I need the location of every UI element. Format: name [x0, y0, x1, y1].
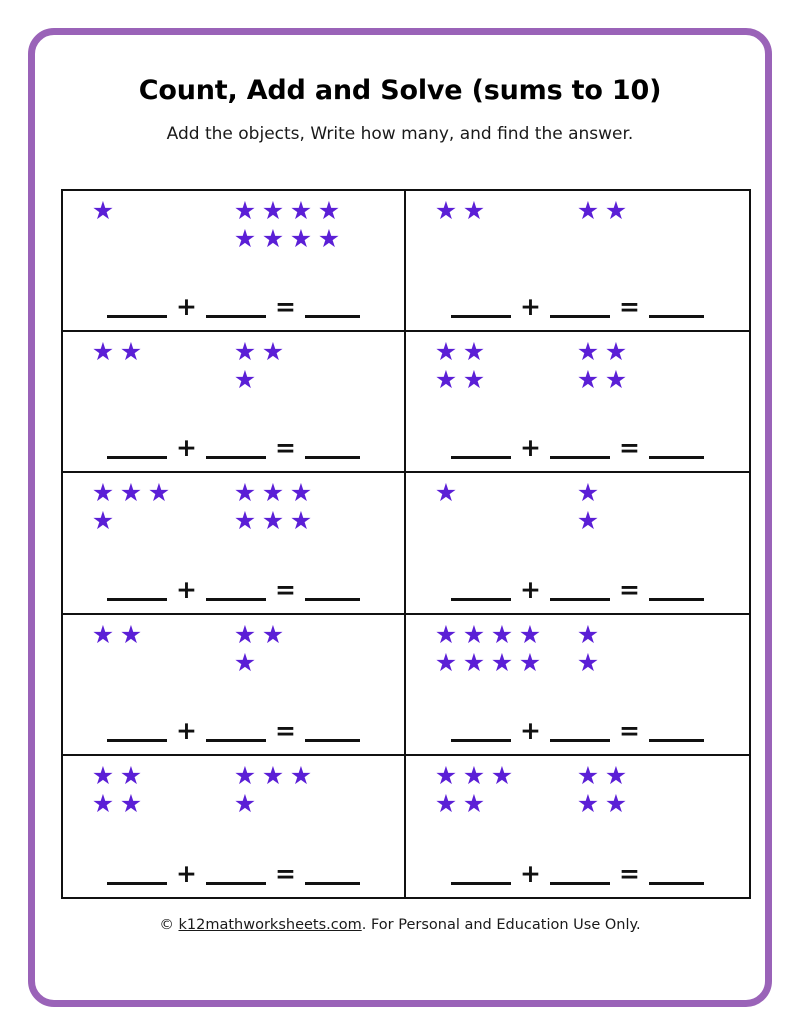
- star-icon: ★: [490, 619, 514, 649]
- star-icon: ★: [91, 506, 115, 536]
- star-group: [89, 338, 147, 366]
- star-icon: ★: [434, 337, 458, 367]
- star-group: [432, 338, 490, 394]
- star-group: [574, 621, 604, 677]
- star-icon: ★: [576, 619, 600, 649]
- star-group: [89, 197, 119, 225]
- sum-blank[interactable]: [305, 434, 360, 459]
- addend2-blank[interactable]: [206, 576, 266, 601]
- addend2-blank[interactable]: [550, 717, 610, 742]
- problem-cell: [63, 756, 406, 897]
- plus-symbol: +: [520, 715, 541, 745]
- equation-row: [406, 433, 749, 463]
- star-group: [574, 197, 632, 225]
- equation-row: [406, 574, 749, 604]
- star-group: [432, 479, 462, 507]
- plus-symbol: +: [176, 433, 197, 463]
- addend2-blank[interactable]: [550, 860, 610, 885]
- star-icon: ★: [490, 760, 514, 790]
- sum-blank[interactable]: [649, 293, 704, 318]
- problem-cell: [406, 332, 749, 473]
- problem-cell: [406, 473, 749, 614]
- star-icon: ★: [576, 196, 600, 225]
- plus-symbol: +: [176, 574, 197, 604]
- star-icon: ★: [261, 196, 285, 225]
- star-objects-area: [406, 621, 749, 705]
- equation-row: [63, 715, 404, 745]
- sum-blank[interactable]: [305, 293, 360, 318]
- star-icon: ★: [434, 619, 458, 649]
- sum-blank[interactable]: [649, 434, 704, 459]
- star-icon: ★: [317, 224, 341, 253]
- star-icon: ★: [462, 619, 486, 649]
- star-icon: ★: [434, 478, 458, 508]
- star-icon: ★: [91, 760, 115, 790]
- equals-symbol: =: [275, 292, 296, 322]
- equals-symbol: =: [619, 858, 640, 888]
- star-icon: ★: [233, 647, 257, 677]
- addend1-blank[interactable]: [107, 293, 167, 318]
- star-icon: ★: [233, 506, 257, 536]
- sum-blank[interactable]: [305, 576, 360, 601]
- addend2-blank[interactable]: [206, 293, 266, 318]
- star-group: [231, 479, 317, 535]
- star-group: [231, 762, 317, 818]
- footer-prefix: ©: [159, 917, 179, 933]
- addend1-blank[interactable]: [107, 576, 167, 601]
- star-group: [89, 621, 147, 649]
- equation-row: [63, 858, 404, 888]
- star-icon: ★: [434, 788, 458, 818]
- star-icon: ★: [604, 365, 628, 395]
- star-icon: ★: [119, 478, 143, 508]
- star-icon: ★: [576, 478, 600, 508]
- equals-symbol: =: [619, 574, 640, 604]
- equals-symbol: =: [275, 858, 296, 888]
- star-icon: ★: [91, 478, 115, 508]
- star-group: [574, 338, 632, 394]
- equals-symbol: =: [275, 715, 296, 745]
- star-objects-area: [406, 479, 749, 563]
- plus-symbol: +: [520, 433, 541, 463]
- addend1-blank[interactable]: [107, 434, 167, 459]
- star-icon: ★: [233, 196, 257, 225]
- addend2-blank[interactable]: [550, 434, 610, 459]
- star-icon: ★: [434, 647, 458, 677]
- star-icon: ★: [119, 760, 143, 790]
- star-icon: ★: [518, 647, 542, 677]
- star-icon: ★: [434, 760, 458, 790]
- footer-suffix: . For Personal and Education Use Only.: [361, 917, 641, 933]
- star-icon: ★: [233, 760, 257, 790]
- addend2-blank[interactable]: [206, 434, 266, 459]
- star-group: [231, 197, 345, 253]
- star-objects-area: [63, 621, 404, 705]
- star-group: [89, 479, 175, 535]
- star-icon: ★: [462, 788, 486, 818]
- problem-cell: [63, 191, 406, 332]
- equals-symbol: =: [619, 715, 640, 745]
- plus-symbol: +: [520, 574, 541, 604]
- star-objects-area: [63, 197, 404, 281]
- star-group: [432, 621, 546, 677]
- star-group: [574, 479, 604, 535]
- plus-symbol: +: [176, 715, 197, 745]
- instructions-text: Add the objects, Write how many, and find the answer.: [166, 124, 634, 144]
- star-objects-area: [406, 762, 749, 846]
- star-icon: ★: [462, 365, 486, 395]
- star-group: [432, 762, 518, 818]
- star-group: [231, 621, 289, 677]
- star-objects-area: [63, 762, 404, 846]
- addend1-blank[interactable]: [451, 293, 511, 318]
- problem-cell: [63, 615, 406, 756]
- star-icon: ★: [434, 365, 458, 395]
- problems-grid: [61, 189, 751, 899]
- star-icon: ★: [233, 224, 257, 253]
- star-group: [89, 762, 147, 818]
- star-icon: ★: [576, 760, 600, 790]
- plus-symbol: +: [176, 858, 197, 888]
- page-title: Count, Add and Solve (sums to 10): [138, 75, 662, 106]
- star-icon: ★: [91, 337, 115, 367]
- equation-row: [406, 858, 749, 888]
- star-icon: ★: [233, 788, 257, 818]
- star-icon: ★: [576, 788, 600, 818]
- equation-row: [63, 574, 404, 604]
- star-icon: ★: [604, 788, 628, 818]
- star-icon: ★: [119, 337, 143, 367]
- star-icon: ★: [604, 760, 628, 790]
- star-group: [231, 338, 289, 394]
- star-icon: ★: [119, 788, 143, 818]
- star-icon: ★: [289, 478, 313, 508]
- star-icon: ★: [261, 760, 285, 790]
- problem-cell: [406, 191, 749, 332]
- equation-row: [63, 433, 404, 463]
- addend2-blank[interactable]: [550, 293, 610, 318]
- equation-row: [406, 292, 749, 322]
- star-icon: ★: [91, 619, 115, 649]
- star-icon: ★: [233, 337, 257, 367]
- star-icon: ★: [576, 647, 600, 677]
- addend1-blank[interactable]: [107, 717, 167, 742]
- equals-symbol: =: [619, 433, 640, 463]
- star-icon: ★: [462, 337, 486, 367]
- star-icon: ★: [289, 224, 313, 253]
- star-icon: ★: [576, 337, 600, 367]
- addend2-blank[interactable]: [206, 860, 266, 885]
- addend1-blank[interactable]: [451, 434, 511, 459]
- equals-symbol: =: [275, 574, 296, 604]
- star-icon: ★: [462, 196, 486, 225]
- star-icon: ★: [233, 619, 257, 649]
- star-icon: ★: [119, 619, 143, 649]
- star-objects-area: [406, 338, 749, 422]
- star-icon: ★: [289, 506, 313, 536]
- star-icon: ★: [317, 196, 341, 225]
- star-icon: ★: [233, 365, 257, 395]
- addend2-blank[interactable]: [206, 717, 266, 742]
- star-objects-area: [63, 479, 404, 563]
- footer-link[interactable]: k12mathworksheets.com: [178, 917, 362, 933]
- star-icon: ★: [91, 788, 115, 818]
- plus-symbol: +: [520, 292, 541, 322]
- equation-row: [406, 715, 749, 745]
- star-group: [574, 762, 632, 818]
- star-icon: ★: [261, 337, 285, 367]
- star-icon: ★: [147, 478, 171, 508]
- equals-symbol: =: [619, 292, 640, 322]
- star-icon: ★: [289, 196, 313, 225]
- sum-blank[interactable]: [649, 717, 704, 742]
- worksheet-content: [45, 45, 755, 990]
- star-icon: ★: [518, 619, 542, 649]
- sum-blank[interactable]: [649, 576, 704, 601]
- star-icon: ★: [434, 196, 458, 225]
- problem-cell: [406, 756, 749, 897]
- plus-symbol: +: [520, 858, 541, 888]
- equals-symbol: =: [275, 433, 296, 463]
- star-icon: ★: [462, 760, 486, 790]
- star-icon: ★: [233, 478, 257, 508]
- problem-cell: [63, 473, 406, 614]
- addend1-blank[interactable]: [451, 860, 511, 885]
- problem-cell: [63, 332, 406, 473]
- star-icon: ★: [261, 506, 285, 536]
- addend1-blank[interactable]: [107, 860, 167, 885]
- sum-blank[interactable]: [305, 860, 360, 885]
- star-icon: ★: [490, 647, 514, 677]
- star-icon: ★: [261, 224, 285, 253]
- star-icon: ★: [261, 478, 285, 508]
- footer-copyright: [45, 917, 755, 933]
- addend1-blank[interactable]: [451, 717, 511, 742]
- star-icon: ★: [289, 760, 313, 790]
- sum-blank[interactable]: [305, 717, 360, 742]
- equation-row: [63, 292, 404, 322]
- addend1-blank[interactable]: [451, 576, 511, 601]
- star-group: [432, 197, 490, 225]
- star-icon: ★: [261, 619, 285, 649]
- star-icon: ★: [462, 647, 486, 677]
- addend2-blank[interactable]: [550, 576, 610, 601]
- star-icon: ★: [91, 196, 115, 225]
- plus-symbol: +: [176, 292, 197, 322]
- star-icon: ★: [576, 365, 600, 395]
- sum-blank[interactable]: [649, 860, 704, 885]
- star-icon: ★: [604, 196, 628, 225]
- star-objects-area: [406, 197, 749, 281]
- star-icon: ★: [576, 506, 600, 536]
- star-icon: ★: [604, 337, 628, 367]
- star-objects-area: [63, 338, 404, 422]
- problem-cell: [406, 615, 749, 756]
